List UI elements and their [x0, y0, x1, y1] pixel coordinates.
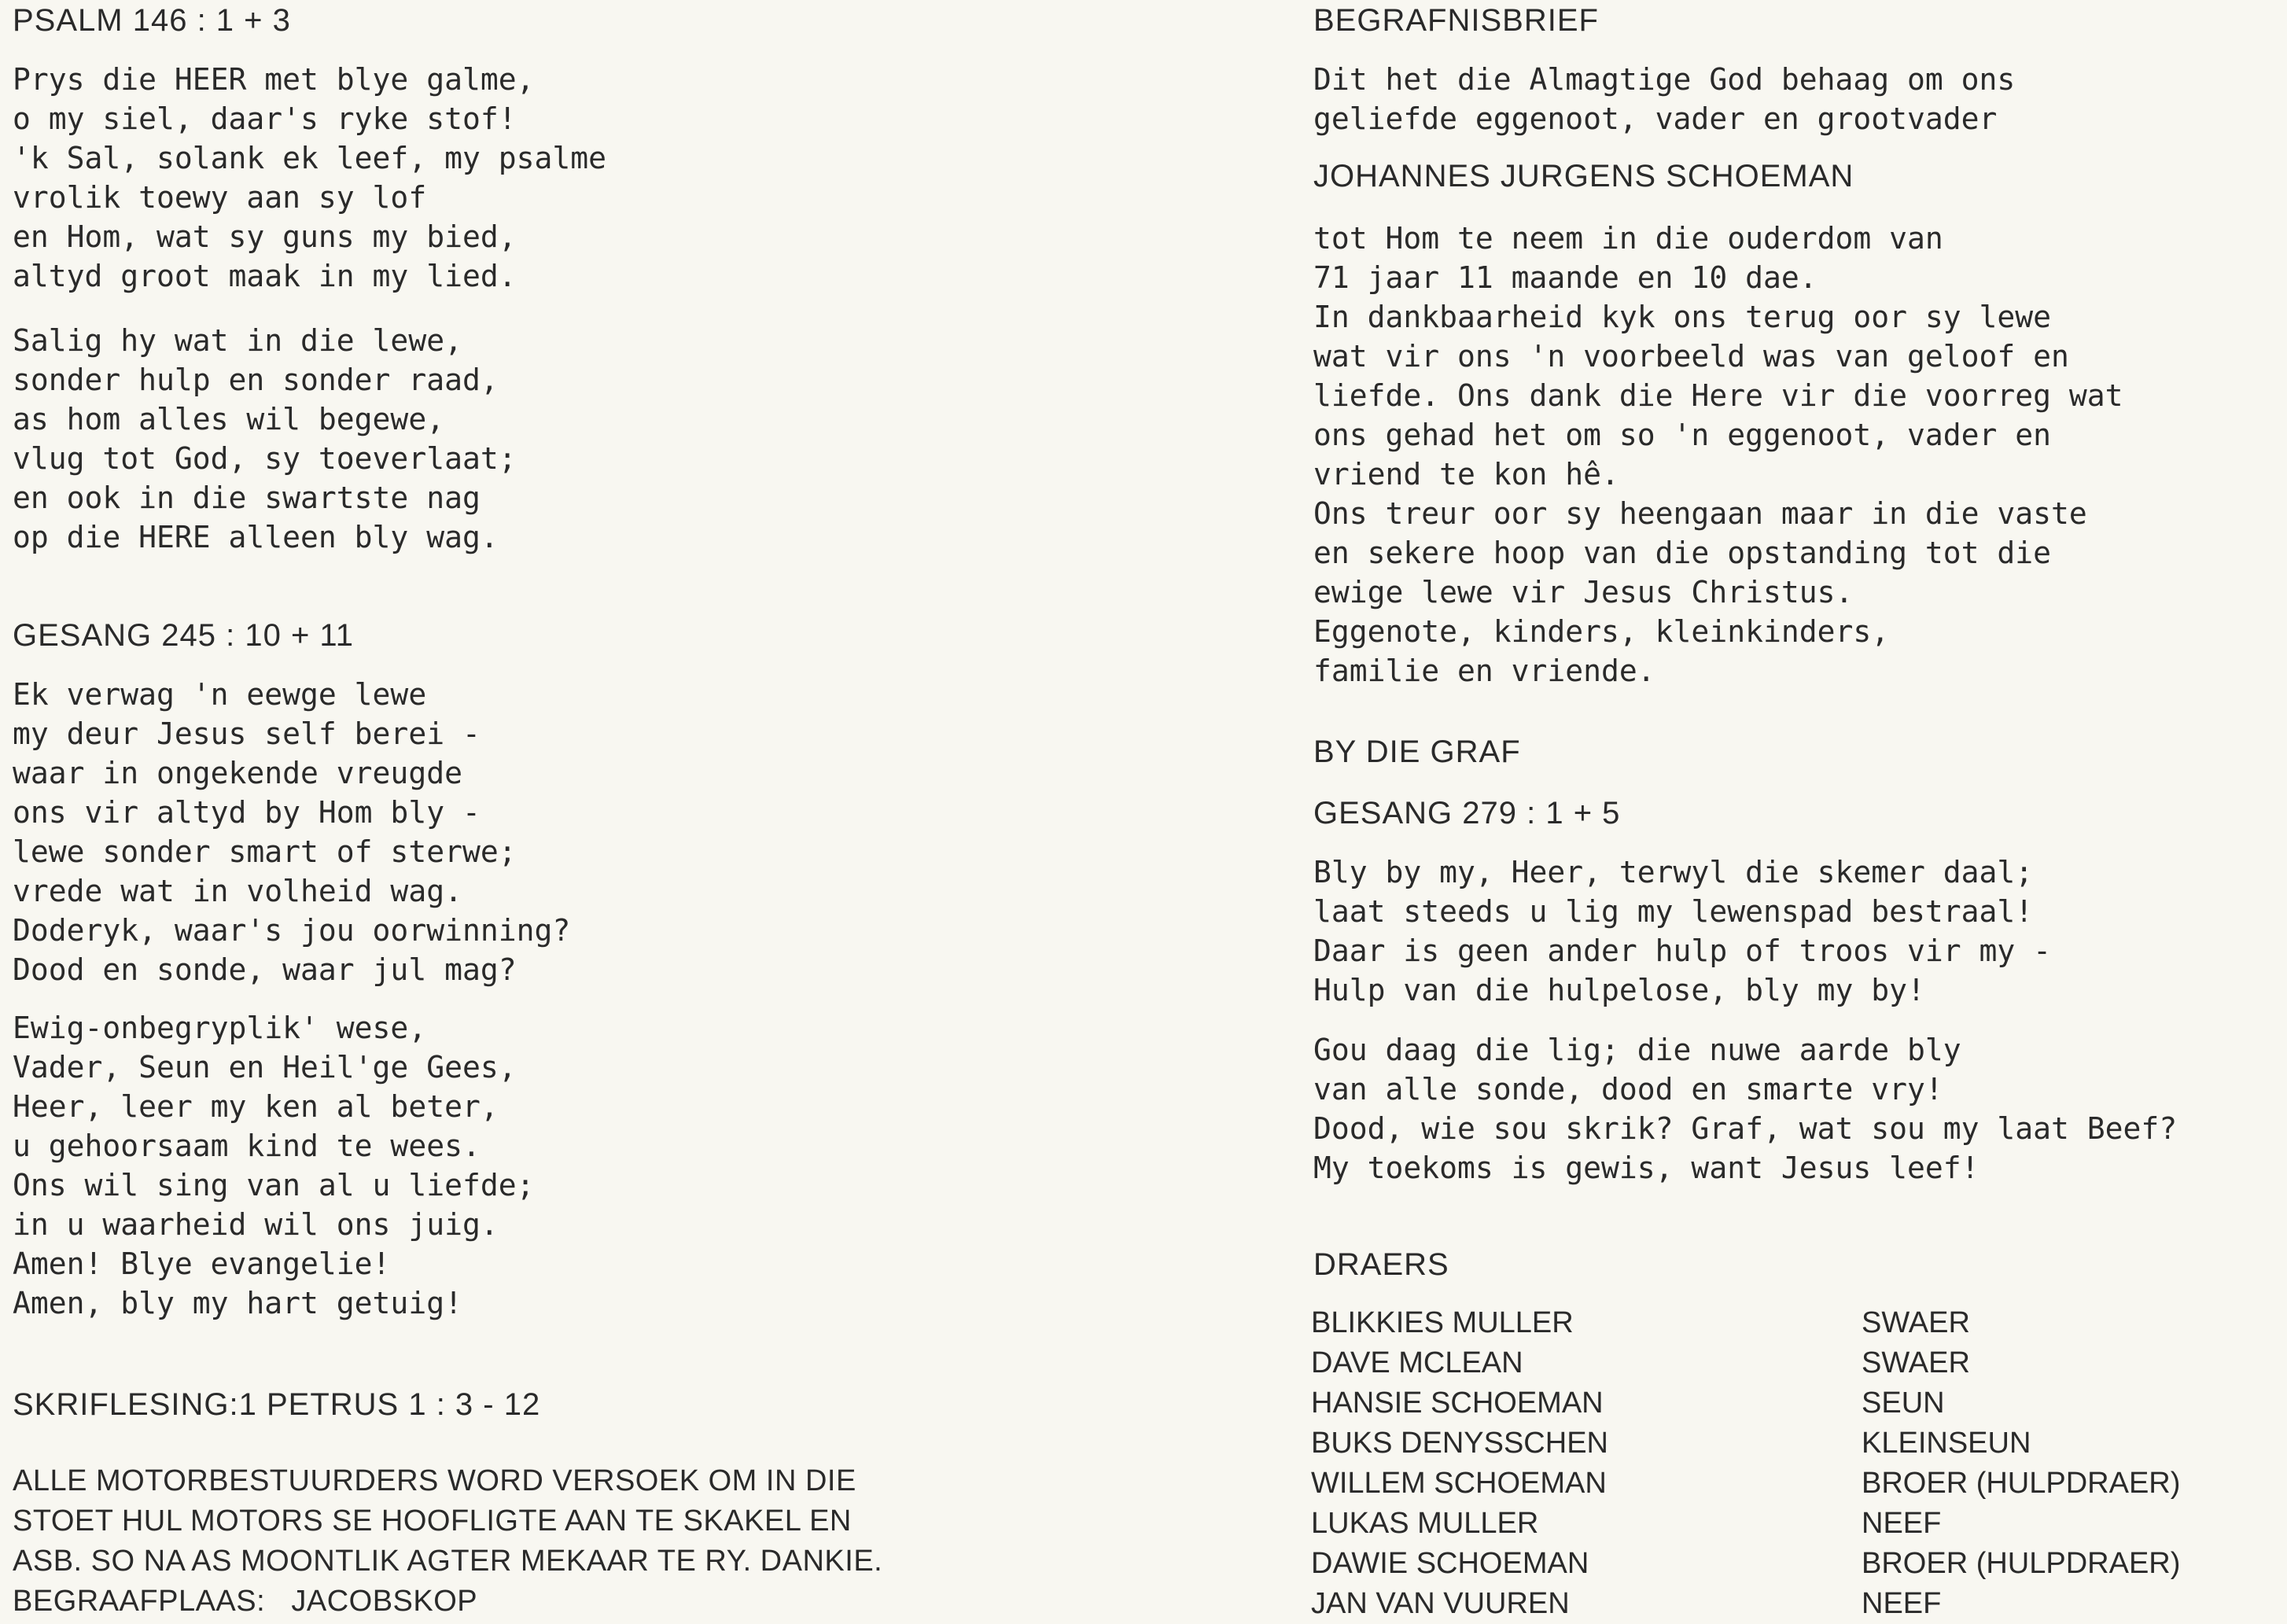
- notice-line: ALLE MOTORBESTUURDERS WORD VERSOEK OM IN DIE: [13, 1464, 856, 1497]
- draer-relation: NEEF: [1862, 1587, 1942, 1620]
- body-line: ewige lewe vir Jesus Christus.: [1313, 575, 1854, 609]
- body-line: liefde. Ons dank die Here vir die voorreg wat: [1313, 378, 2123, 413]
- gesang-279-heading: GESANG 279 : 1 + 5: [1313, 796, 1621, 830]
- body-line: en sekere hoop van die opstanding tot die: [1313, 536, 2051, 570]
- verse-line: Prys die HEER met blye galme,: [13, 62, 535, 97]
- verse-line: vrolik toewy aan sy lof: [13, 180, 427, 215]
- verse-line: ons vir altyd by Hom bly -: [13, 795, 481, 830]
- draer-name: DAVE MCLEAN: [1311, 1346, 1523, 1379]
- verse-line: as hom alles wil begewe,: [13, 402, 445, 436]
- verse-line: Heer, leer my ken al beter,: [13, 1089, 499, 1124]
- body-line: tot Hom te neem in die ouderdom van: [1313, 221, 1943, 256]
- draer-relation: KLEINSEUN: [1862, 1427, 2031, 1460]
- draer-name: BUKS DENYSSCHEN: [1311, 1427, 1608, 1460]
- psalm-verse-2: [13, 321, 517, 557]
- obituary-body: [1313, 219, 2123, 690]
- draer-name: BLIKKIES MULLER: [1311, 1306, 1574, 1339]
- by-die-graf-heading: BY DIE GRAF: [1313, 735, 1521, 769]
- gesang-245-verse-2: [13, 1008, 534, 1323]
- verse-line: sonder hulp en sonder raad,: [13, 363, 499, 397]
- body-line: wat vir ons 'n voorbeeld was van geloof en: [1313, 339, 2069, 374]
- psalm-verse-1: [13, 60, 606, 296]
- notice-line: STOET HUL MOTORS SE HOOFLIGTE AAN TE SKAKEL EN: [13, 1504, 852, 1537]
- begraafplaas-line: BEGRAAFPLAAS: JACOBSKOP: [13, 1585, 478, 1618]
- skriflesing-heading: SKRIFLESING:1 PETRUS 1 : 3 - 12: [13, 1387, 541, 1422]
- body-line: Eggenote, kinders, kleinkinders,: [1313, 614, 1890, 649]
- gesang-245-verse-1: [13, 675, 570, 989]
- verse-line: Hulp van die hulpelose, bly my by!: [1313, 973, 1925, 1007]
- verse-line: altyd groot maak in my lied.: [13, 259, 517, 293]
- verse-line: Amen, bly my hart getuig!: [13, 1286, 462, 1320]
- verse-line: u gehoorsaam kind te wees.: [13, 1129, 481, 1163]
- draer-relation: BROER (HULPDRAER): [1862, 1467, 2181, 1500]
- draer-name: HANSIE SCHOEMAN: [1311, 1386, 1604, 1420]
- body-line: vriend te kon hê.: [1313, 457, 1619, 492]
- verse-line: laat steeds u lig my lewenspad bestraal!: [1313, 894, 2034, 929]
- verse-line: Dood en sonde, waar jul mag?: [13, 952, 517, 987]
- verse-line: op die HERE alleen bly wag.: [13, 520, 499, 554]
- verse-line: My toekoms is gewis, want Jesus leef!: [1313, 1151, 1979, 1185]
- body-line: ons gehad het om so 'n eggenoot, vader en: [1313, 418, 2051, 452]
- draer-name: JAN VAN VUUREN: [1311, 1587, 1570, 1620]
- draer-relation: SEUN: [1862, 1386, 1945, 1420]
- gesang-279-verse-1: [1313, 853, 2051, 1010]
- draer-relation: SWAER: [1862, 1306, 1970, 1339]
- verse-line: Gou daag die lig; die nuwe aarde bly: [1313, 1033, 1961, 1067]
- verse-line: Daar is geen ander hulp of troos vir my -: [1313, 934, 2051, 968]
- verse-line: Dood, wie sou skrik? Graf, wat sou my laat Beef?: [1313, 1111, 2178, 1146]
- verse-line: my deur Jesus self berei -: [13, 716, 481, 751]
- verse-line: Vader, Seun en Heil'ge Gees,: [13, 1050, 517, 1085]
- verse-line: Ons wil sing van al u liefde;: [13, 1168, 535, 1202]
- body-line: Ons treur oor sy heengaan maar in die vaste: [1313, 496, 2087, 531]
- verse-line: waar in ongekende vreugde: [13, 756, 462, 790]
- body-line: 71 jaar 11 maande en 10 dae.: [1313, 260, 1817, 295]
- deceased-name: JOHANNES JURGENS SCHOEMAN: [1313, 159, 1854, 193]
- intro-line: Dit het die Almagtige God behaag om ons: [1313, 62, 2016, 97]
- gesang-245-heading: GESANG 245 : 10 + 11: [13, 618, 354, 653]
- verse-line: vlug tot God, sy toeverlaat;: [13, 441, 517, 476]
- verse-line: Ewig-onbegryplik' wese,: [13, 1011, 427, 1045]
- gesang-279-verse-2: [1313, 1030, 2177, 1188]
- verse-line: o my siel, daar's ryke stof!: [13, 101, 517, 136]
- intro-line: geliefde eggenoot, vader en grootvader: [1313, 101, 1998, 136]
- verse-line: lewe sonder smart of sterwe;: [13, 834, 517, 869]
- verse-line: Bly by my, Heer, terwyl die skemer daal;: [1313, 855, 2034, 889]
- intro-paragraph: [1313, 60, 2015, 138]
- motorists-notice: [13, 1461, 882, 1622]
- verse-line: vrede wat in volheid wag.: [13, 874, 462, 908]
- begrafnisbrief-title: BEGRAFNISBRIEF: [1313, 3, 1599, 38]
- body-line: familie en vriende.: [1313, 654, 1655, 688]
- verse-line: Ek verwag 'n eewge lewe: [13, 677, 427, 712]
- draers-heading: DRAERS: [1313, 1247, 1449, 1282]
- verse-line: en Hom, wat sy guns my bied,: [13, 219, 517, 254]
- draer-relation: SWAER: [1862, 1346, 1970, 1379]
- draer-name: DAWIE SCHOEMAN: [1311, 1547, 1589, 1580]
- verse-line: in u waarheid wil ons juig.: [13, 1207, 499, 1242]
- verse-line: van alle sonde, dood en smarte vry!: [1313, 1072, 1943, 1107]
- psalm-heading: PSALM 146 : 1 + 3: [13, 3, 291, 38]
- draer-name: WILLEM SCHOEMAN: [1311, 1467, 1607, 1500]
- verse-line: Doderyk, waar's jou oorwinning?: [13, 913, 571, 948]
- verse-line: Salig hy wat in die lewe,: [13, 323, 462, 358]
- verse-line: en ook in die swartste nag: [13, 481, 481, 515]
- draer-name: LUKAS MULLER: [1311, 1507, 1539, 1540]
- notice-line: ASB. SO NA AS MOONTLIK AGTER MEKAAR TE RY. DANKIE.: [13, 1545, 883, 1578]
- draer-relation: NEEF: [1862, 1507, 1942, 1540]
- verse-line: Amen! Blye evangelie!: [13, 1247, 391, 1281]
- body-line: In dankbaarheid kyk ons terug oor sy lewe: [1313, 300, 2051, 334]
- draer-relation: BROER (HULPDRAER): [1862, 1547, 2181, 1580]
- verse-line: 'k Sal, solank ek leef, my psalme: [13, 141, 606, 175]
